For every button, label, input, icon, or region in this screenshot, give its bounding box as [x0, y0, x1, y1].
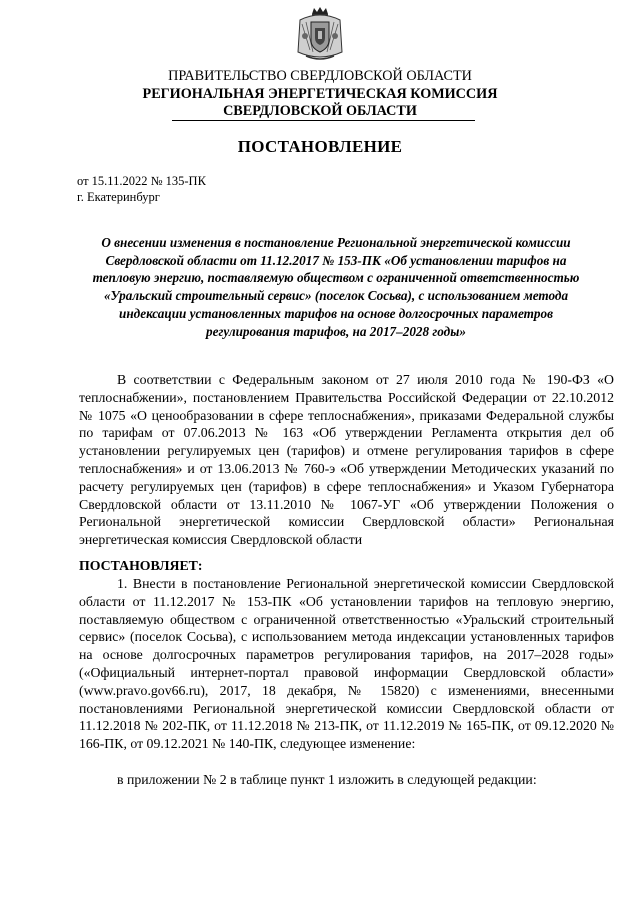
- government-name: ПРАВИТЕЛЬСТВО СВЕРДЛОВСКОЙ ОБЛАСТИ: [168, 68, 472, 84]
- decree-heading: ПОСТАНОВЛЯЕТ:: [79, 558, 203, 573]
- document-subject: О внесении изменения в постановление Региональной энергетической комиссии Свердловской области от 11.12.2017 № 153-ПК «Об установлении тарифов на тепловую энергию, поставляемую обществом с ограниченной ответственностью «Уральский строительный сервис» (поселок Сосьва), с использованием метода индексации установленных тарифов на основе долгосрочных параметров регулирования тарифов, на 2017–2028 годы»: [92, 235, 580, 339]
- document-title: ПОСТАНОВЛЕНИЕ: [237, 137, 403, 156]
- item-1-paragraph: 1. Внести в постановление Региональной энергетической комиссии Свердловской области от 11.12.2017 № 153-ПК «Об установлении тарифов на тепловую энергию, поставляемую обществом с ограниченной ответственностью «Уральский строительный сервис» (поселок Сосьва), с использованием метода индексации установленных тарифов на основе долгосрочных параметров регулирования тарифов, на 2017–2028 годы» («Официальный интернет-портал правовой информации Свердловской области» (www.pravo.gov66.ru), 2017, 18 декабря, № 15820) с изменениями, внесенными постановлениями Региональной энергетической комиссии Свердловской области от 11.12.2018 № 202-ПК, от 11.12.2018 № 213-ПК, от 11.12.2019 № 165-ПК, от 09.12.2020 № 166-ПК, от 09.12.2021 № 140-ПК, следующее изменение:: [79, 576, 614, 752]
- document-date-number: от 15.11.2022 № 135-ПК: [77, 174, 206, 188]
- item-1-subparagraph: в приложении № 2 в таблице пункт 1 изложить в следующей редакции:: [117, 772, 537, 787]
- coat-of-arms-icon: [296, 6, 344, 62]
- preamble-paragraph: В соответствии с Федеральным законом от 27 июля 2010 года № 190-ФЗ «О теплоснабжении», постановлением Правительства Российской Федерации от 22.10.2012 № 1075 «О ценообразовании в сфере теплоснабжения», приказами Федеральной службы по тарифам от 07.06.2013 № 163 «Об утверждении Регламента открытия дел об установлении регулируемых цен (тарифов) и отмене регулирования тарифов в сфере теплоснабжения» и от 13.06.2013 № 760-э «Об утверждении Методических указаний по расчету регулируемых цен (тарифов) в сфере теплоснабжения» и Указом Губернатора Свердловской области от 13.11.2010 № 1067-УГ «Об утверждении Положения о Региональной энергетической комиссии Свердловской области» Региональная энергетическая комиссия Свердловской области: [79, 372, 614, 548]
- region-name: СВЕРДЛОВСКОЙ ОБЛАСТИ: [223, 103, 417, 119]
- commission-name: РЕГИОНАЛЬНАЯ ЭНЕРГЕТИЧЕСКАЯ КОМИССИЯ: [142, 86, 498, 102]
- document-city: г. Екатеринбург: [77, 190, 160, 204]
- header-divider: [172, 120, 475, 121]
